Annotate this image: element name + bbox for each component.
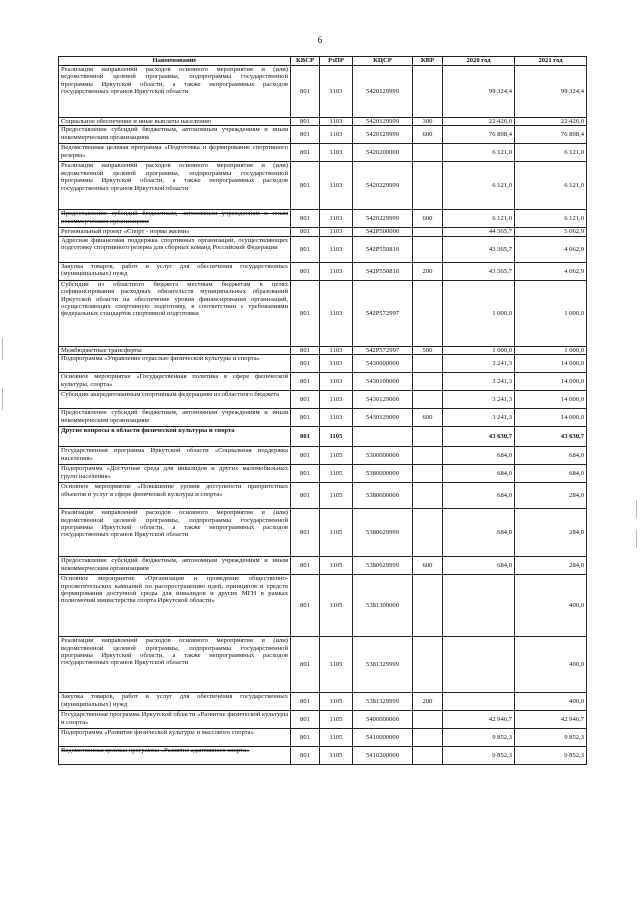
amount-2021: 6 121,0 (515, 162, 587, 210)
kcsr-cell: 5430000000 (353, 355, 413, 373)
kcsr-cell: 5420129999 (353, 66, 413, 118)
amount-2020: 1 000,0 (443, 280, 515, 346)
amount-2020: 76 898,4 (443, 126, 515, 144)
kvsr-cell: 801 (291, 228, 320, 236)
row-name: Субсидии из областного бюджета местным бюджетам в целях софинансирования расходных обязательств муниципальных образований Иркутской области на обеспечение уровня финансирования организаций, осуществляющих спортивную подготовку, в соответствии с требованиями федеральных стандартов спортивной подготовки (59, 280, 291, 346)
kvr-cell (413, 373, 443, 391)
kvsr-cell: 801 (291, 747, 320, 765)
row-name: Подпрограмма «Доступная среда для инвалидов и других маломобильных групп населения» (59, 465, 291, 483)
row-name: Основное мероприятие «Государственная политика в сфере физической культуры, спорта» (59, 373, 291, 391)
kcsr-cell: 5300000000 (353, 447, 413, 465)
kcsr-cell: 5400000000 (353, 711, 413, 729)
amount-2020: 684,0 (443, 465, 515, 483)
table-row (59, 66, 587, 118)
amount-2020: 684,0 (443, 483, 515, 509)
kvsr-cell: 801 (291, 262, 320, 280)
amount-2021: 22 426,0 (515, 118, 587, 126)
kvr-cell (413, 637, 443, 693)
kvr-cell (413, 483, 443, 509)
column-header: КВСР (291, 57, 320, 66)
scan-edge-mark (2, 388, 3, 410)
amount-2020 (443, 693, 515, 711)
rzpr-cell: 1105 (320, 557, 353, 575)
kvsr-cell: 801 (291, 162, 320, 210)
amount-2021: 284,0 (515, 557, 587, 575)
rzpr-cell: 1103 (320, 144, 353, 162)
amount-2020: 44 365,7 (443, 228, 515, 236)
kvsr-cell: 801 (291, 391, 320, 409)
amount-2021: 684,0 (515, 447, 587, 465)
column-header: 2021 год (515, 57, 587, 66)
kvr-cell: 600 (413, 126, 443, 144)
amount-2021: 400,0 (515, 575, 587, 637)
rzpr-cell: 1105 (320, 427, 353, 447)
rzpr-cell: 1105 (320, 575, 353, 637)
kvsr-cell: 801 (291, 465, 320, 483)
amount-2021: 284,0 (515, 483, 587, 509)
amount-2020: 43 365,7 (443, 262, 515, 280)
row-name: Ведомственная целевая программа «Развитие адаптивного спорта» (59, 747, 291, 765)
rzpr-cell: 1103 (320, 126, 353, 144)
kcsr-cell: 5430129000 (353, 391, 413, 409)
rzpr-cell: 1105 (320, 747, 353, 765)
row-name: Закупка товаров, работ и услуг для обеспечения государственных (муниципальных) нужд (59, 262, 291, 280)
kvr-cell (413, 355, 443, 373)
amount-2020: 3 241,3 (443, 409, 515, 427)
amount-2020: 1 000,0 (443, 346, 515, 354)
amount-2020: 99 324,4 (443, 66, 515, 118)
amount-2020: 684,0 (443, 509, 515, 557)
amount-2021: 14 000,0 (515, 373, 587, 391)
kcsr-cell: 5410000000 (353, 729, 413, 747)
kvr-cell: 600 (413, 409, 443, 427)
amount-2020: 43 630,7 (443, 427, 515, 447)
page-number: 6 (317, 35, 323, 45)
kcsr-cell: 5380629999 (353, 509, 413, 557)
kcsr-cell: 542P550810 (353, 236, 413, 262)
kvr-cell (413, 465, 443, 483)
amount-2020: 9 852,3 (443, 747, 515, 765)
rzpr-cell: 1105 (320, 637, 353, 693)
kvr-cell (413, 280, 443, 346)
kvr-cell: 200 (413, 262, 443, 280)
amount-2021: 43 630,7 (515, 427, 587, 447)
amount-2020: 43 365,7 (443, 236, 515, 262)
kcsr-cell: 5430100000 (353, 373, 413, 391)
amount-2021: 6 121,0 (515, 144, 587, 162)
row-name: Закупка товаров, работ и услуг для обеспечения государственных (муниципальных) нужд (59, 693, 291, 711)
amount-2020 (443, 637, 515, 693)
rzpr-cell: 1103 (320, 280, 353, 346)
row-name: Реализация направлений расходов основного мероприятия и (или) ведомственной целевой программы, подпрограммы государственной программы Иркутской области, а также непрограммных расходов государственных органов Иркутской области (59, 162, 291, 210)
amount-2020: 6 121,0 (443, 210, 515, 228)
kvsr-cell: 801 (291, 711, 320, 729)
amount-2021: 42 946,7 (515, 711, 587, 729)
kcsr-cell: 5380629999 (353, 557, 413, 575)
column-header: РзПР (320, 57, 353, 66)
column-header: КВР (413, 57, 443, 66)
table-row (59, 693, 587, 711)
amount-2021: 6 121,0 (515, 210, 587, 228)
rzpr-cell: 1105 (320, 509, 353, 557)
rzpr-cell: 1103 (320, 346, 353, 354)
rzpr-cell: 1105 (320, 483, 353, 509)
column-header: 2020 год (443, 57, 515, 66)
table-row (59, 391, 587, 409)
kcsr-cell: 5381329999 (353, 637, 413, 693)
kcsr-cell: 542P572997 (353, 346, 413, 354)
amount-2021: 9 852,3 (515, 747, 587, 765)
kvr-cell (413, 711, 443, 729)
rzpr-cell: 1105 (320, 711, 353, 729)
kcsr-cell: 542P500000 (353, 228, 413, 236)
row-name: Основное мероприятие «Организация и проведение общественно-просветительских кампаний по распространению идей, принципов и средств формирования доступной среды для инвалидов и других МГН в рамках полномочий министерства спорта Иркутской области» (59, 575, 291, 637)
row-name: Реализация направлений расходов основного мероприятия и (или) ведомственной целевой программы, подпрограммы государственной программы Иркутской области, а также непрограммных расходов государственных органов Иркутской области (59, 509, 291, 557)
table-row (59, 409, 587, 427)
scan-edge-mark (636, 530, 637, 548)
row-name: Ведомственная целевая программа «Подготовка и формирование спортивного резерва» (59, 144, 291, 162)
kvr-cell (413, 575, 443, 637)
amount-2021: 14 000,0 (515, 391, 587, 409)
kcsr-cell: 5420229999 (353, 162, 413, 210)
row-name: Государственная программа Иркутской области «Социальная поддержка населения» (59, 447, 291, 465)
kvsr-cell: 801 (291, 210, 320, 228)
table-header-row (59, 57, 587, 66)
kvr-cell (413, 228, 443, 236)
amount-2020: 6 121,0 (443, 144, 515, 162)
amount-2020: 9 852,3 (443, 729, 515, 747)
row-name: Межбюджетные трансферты (59, 346, 291, 354)
table-row (59, 162, 587, 210)
amount-2021: 4 062,9 (515, 236, 587, 262)
rzpr-cell: 1103 (320, 409, 353, 427)
row-name: Государственная программа Иркутской области «Развитие физической культуры и спорта» (59, 711, 291, 729)
table-row (59, 126, 587, 144)
kvsr-cell: 801 (291, 144, 320, 162)
table-row (59, 118, 587, 126)
table-row (59, 427, 587, 447)
row-name: Субсидии аккредитованным спортивным федерациям из областного бюджета (59, 391, 291, 409)
table-row (59, 509, 587, 557)
kvsr-cell: 801 (291, 447, 320, 465)
kcsr-cell: 5381329999 (353, 693, 413, 711)
table-row (59, 346, 587, 354)
rzpr-cell: 1103 (320, 66, 353, 118)
table-row (59, 228, 587, 236)
table-row (59, 557, 587, 575)
budget-table (58, 56, 587, 765)
amount-2021: 1 000,0 (515, 280, 587, 346)
kcsr-cell (353, 427, 413, 447)
row-name: Реализация направлений расходов основного мероприятия и (или) ведомственной целевой программы, подпрограммы государственной программы Иркутской области, а также непрограммных расходов государственных органов Иркутской области (59, 66, 291, 118)
row-name: Предоставление субсидий бюджетным, автономным учреждениям и иным некоммерческим организациям (59, 210, 291, 228)
amount-2021: 99 324,4 (515, 66, 587, 118)
kcsr-cell: 5420129999 (353, 118, 413, 126)
kvsr-cell: 801 (291, 557, 320, 575)
kvsr-cell: 801 (291, 427, 320, 447)
table-row (59, 210, 587, 228)
kvr-cell (413, 144, 443, 162)
amount-2021: 284,0 (515, 509, 587, 557)
kvsr-cell: 801 (291, 409, 320, 427)
rzpr-cell: 1103 (320, 391, 353, 409)
rzpr-cell: 1105 (320, 465, 353, 483)
amount-2021: 9 852,3 (515, 729, 587, 747)
rzpr-cell: 1103 (320, 228, 353, 236)
kcsr-cell: 542P572997 (353, 280, 413, 346)
rzpr-cell: 1103 (320, 236, 353, 262)
kvr-cell (413, 391, 443, 409)
kcsr-cell: 5430129000 (353, 409, 413, 427)
kvsr-cell: 801 (291, 355, 320, 373)
kvsr-cell: 801 (291, 280, 320, 346)
table-row (59, 262, 587, 280)
kvsr-cell: 801 (291, 509, 320, 557)
row-name: Реализация направлений расходов основного мероприятия и (или) ведомственной целевой программы, подпрограммы государственной программы Иркутской области, а также непрограммных расходов государственных органов Иркутской области (59, 637, 291, 693)
amount-2021: 4 062,9 (515, 262, 587, 280)
amount-2020: 3 241,3 (443, 373, 515, 391)
kvr-cell: 200 (413, 693, 443, 711)
kcsr-cell: 5380600000 (353, 483, 413, 509)
table-row (59, 280, 587, 346)
table-row (59, 236, 587, 262)
kvsr-cell: 801 (291, 126, 320, 144)
kvr-cell: 600 (413, 557, 443, 575)
amount-2020: 3 241,3 (443, 355, 515, 373)
kvr-cell (413, 747, 443, 765)
kvr-cell: 500 (413, 346, 443, 354)
kcsr-cell: 5410200000 (353, 747, 413, 765)
kvr-cell (413, 427, 443, 447)
table-row (59, 729, 587, 747)
rzpr-cell: 1103 (320, 162, 353, 210)
scan-edge-mark (2, 338, 3, 360)
kvsr-cell: 801 (291, 483, 320, 509)
rzpr-cell: 1105 (320, 729, 353, 747)
rzpr-cell: 1105 (320, 447, 353, 465)
row-name: Адресная финансовая поддержка спортивных организаций, осуществляющих подготовку спортивного резерва для сборных команд Российской Федерации (59, 236, 291, 262)
table-row (59, 373, 587, 391)
row-name: Основное мероприятие «Повышение уровня доступности приоритетных объектов и услуг в сфере физической культуры и спорта» (59, 483, 291, 509)
amount-2020: 6 121,0 (443, 162, 515, 210)
row-name: Предоставление субсидий бюджетным, автономным учреждениям и иным некоммерческим организациям (59, 409, 291, 427)
kvsr-cell: 801 (291, 693, 320, 711)
kcsr-cell: 5420200000 (353, 144, 413, 162)
column-header: Наименование (59, 57, 291, 66)
table-row (59, 465, 587, 483)
amount-2020: 684,0 (443, 447, 515, 465)
kcsr-cell: 5380000000 (353, 465, 413, 483)
kvsr-cell: 801 (291, 575, 320, 637)
amount-2020: 684,0 (443, 557, 515, 575)
table-row (59, 747, 587, 765)
kvr-cell (413, 162, 443, 210)
row-name: Региональный проект «Спорт - норма жизни» (59, 228, 291, 236)
table-row (59, 144, 587, 162)
rzpr-cell: 1103 (320, 118, 353, 126)
row-name: Предоставление субсидий бюджетным, автономным учреждениям и иным некоммерческим организациям (59, 126, 291, 144)
table-row (59, 483, 587, 509)
amount-2021: 1 000,0 (515, 346, 587, 354)
amount-2020: 42 946,7 (443, 711, 515, 729)
kvr-cell: 300 (413, 118, 443, 126)
kcsr-cell: 5420229999 (353, 210, 413, 228)
kvr-cell (413, 236, 443, 262)
kvsr-cell: 801 (291, 66, 320, 118)
kvsr-cell: 801 (291, 346, 320, 354)
row-name: Подпрограмма «Управление отраслью физической культуры и спорта» (59, 355, 291, 373)
kvsr-cell: 801 (291, 729, 320, 747)
table-row (59, 711, 587, 729)
amount-2021: 400,0 (515, 693, 587, 711)
kcsr-cell: 542P550810 (353, 262, 413, 280)
row-name: Другие вопросы в области физической культуры и спорта (59, 427, 291, 447)
amount-2020: 3 241,3 (443, 391, 515, 409)
amount-2021: 14 000,0 (515, 355, 587, 373)
kvr-cell (413, 509, 443, 557)
amount-2021: 5 062,9 (515, 228, 587, 236)
kvr-cell: 600 (413, 210, 443, 228)
rzpr-cell: 1103 (320, 373, 353, 391)
rzpr-cell: 1103 (320, 210, 353, 228)
kcsr-cell: 5420129999 (353, 126, 413, 144)
scan-edge-mark (636, 500, 637, 518)
row-name: Социальное обеспечение и иные выплаты населению (59, 118, 291, 126)
kvsr-cell: 801 (291, 373, 320, 391)
table-row (59, 637, 587, 693)
row-name: Подпрограмма «Развитие физической культуры и массового спорта» (59, 729, 291, 747)
kvr-cell (413, 729, 443, 747)
amount-2020 (443, 575, 515, 637)
amount-2021: 76 898,4 (515, 126, 587, 144)
amount-2021: 400,0 (515, 637, 587, 693)
table-row (59, 355, 587, 373)
column-header: КЦСР (353, 57, 413, 66)
kcsr-cell: 5381300000 (353, 575, 413, 637)
kvsr-cell: 801 (291, 236, 320, 262)
kvsr-cell: 801 (291, 637, 320, 693)
rzpr-cell: 1103 (320, 262, 353, 280)
amount-2021: 14 000,0 (515, 409, 587, 427)
amount-2021: 684,0 (515, 465, 587, 483)
table-row (59, 575, 587, 637)
kvsr-cell: 801 (291, 118, 320, 126)
row-name: Предоставление субсидий бюджетным, автономным учреждениям и иным некоммерческим организациям (59, 557, 291, 575)
rzpr-cell: 1105 (320, 693, 353, 711)
amount-2020: 22 426,0 (443, 118, 515, 126)
table-row (59, 447, 587, 465)
rzpr-cell: 1103 (320, 355, 353, 373)
kvr-cell (413, 66, 443, 118)
kvr-cell (413, 447, 443, 465)
